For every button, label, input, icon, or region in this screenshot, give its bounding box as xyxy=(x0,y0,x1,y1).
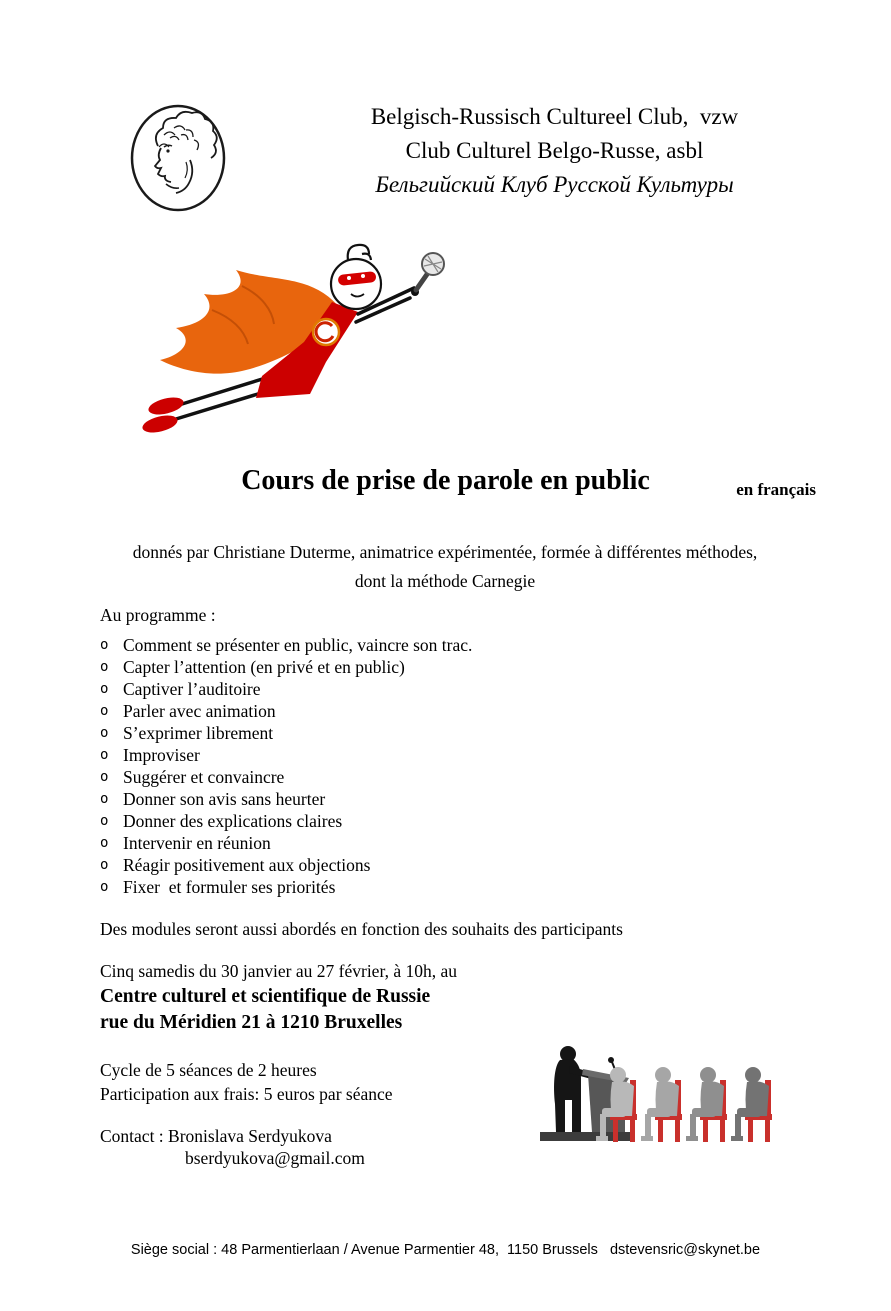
program-item-text: Improviser xyxy=(123,745,200,765)
program-item xyxy=(100,678,472,700)
program-item xyxy=(100,832,472,854)
program-item-text: Fixer et formuler ses priorités xyxy=(123,877,336,897)
bullet-marker: o xyxy=(100,857,109,873)
contact-email: bserdyukova@gmail.com xyxy=(185,1148,365,1168)
program-section xyxy=(100,604,472,898)
footer-address: Siège social : 48 Parmentierlaan / Avenue Parmentier 48, 1150 Brussels dstevensric@skynet.be xyxy=(130,1242,761,1258)
bullet-marker: o xyxy=(100,791,109,807)
venue-address: rue du Méridien 21 à 1210 Bruxelles xyxy=(100,1012,403,1033)
program-item xyxy=(100,722,472,744)
contact-section xyxy=(100,1125,365,1169)
club-logo-pushkin-portrait-icon xyxy=(128,102,228,214)
program-item-text: S’exprimer librement xyxy=(123,723,274,743)
intro-text xyxy=(85,538,805,596)
bullet-marker: o xyxy=(100,835,109,851)
bullet-marker: o xyxy=(100,637,109,653)
bullet-marker: o xyxy=(100,769,109,785)
program-item xyxy=(100,876,472,898)
bullet-marker: o xyxy=(100,879,109,895)
program-item-text: Comment se présenter en public, vaincre son trac. xyxy=(123,635,473,655)
cycle-info: Cycle de 5 séances de 2 heures xyxy=(100,1060,317,1080)
intro-line-1: donnés par Christiane Duterme, animatrice expérimentée, formée à différentes méthodes, xyxy=(132,542,758,562)
venue-name: Centre culturel et scientifique de Russie xyxy=(100,986,431,1007)
fee-info: Participation aux frais: 5 euros par séance xyxy=(100,1084,393,1104)
bullet-marker: o xyxy=(100,725,109,741)
program-item-text: Captiver l’auditoire xyxy=(123,679,261,699)
club-name-dutch: Belgisch-Russisch Cultureel Club, vzw xyxy=(370,104,739,129)
program-item-text: Suggérer et convaincre xyxy=(123,767,285,787)
modules-note: Des modules seront aussi abordés en fonction des souhaits des participants xyxy=(100,919,623,939)
bullet-marker: o xyxy=(100,747,109,763)
schedule-dates: Cinq samedis du 30 janvier au 27 février, à 10h, au xyxy=(100,961,457,981)
bullet-marker: o xyxy=(100,813,109,829)
club-names xyxy=(228,96,881,202)
program-item xyxy=(100,700,472,722)
program-item xyxy=(100,854,472,876)
program-heading: Au programme : xyxy=(100,605,216,625)
program-item xyxy=(100,810,472,832)
club-name-russian: Бельгийский Клуб Русской Культуры xyxy=(375,172,734,197)
program-item xyxy=(100,744,472,766)
speaker-audience-illustration xyxy=(528,1042,803,1146)
program-item-text: Réagir positivement aux objections xyxy=(123,855,371,875)
bullet-marker: o xyxy=(100,703,109,719)
program-item-text: Intervenir en réunion xyxy=(123,833,271,853)
program-item xyxy=(100,788,472,810)
club-name-french: Club Culturel Belgo-Russe, asbl xyxy=(405,138,704,163)
contact-name: Contact : Bronislava Serdyukova xyxy=(100,1126,332,1146)
language-note: en français xyxy=(736,480,816,499)
program-item xyxy=(100,634,472,656)
program-item xyxy=(100,656,472,678)
superwoman-speaker-illustration xyxy=(112,226,447,444)
program-list xyxy=(100,634,472,898)
program-item-text: Donner son avis sans heurter xyxy=(123,789,326,809)
program-item xyxy=(100,766,472,788)
program-item-text: Parler avec animation xyxy=(123,701,276,721)
program-item-text: Donner des explications claires xyxy=(123,811,343,831)
header xyxy=(128,96,881,214)
bullet-marker: o xyxy=(100,659,109,675)
program-item-text: Capter l’attention (en privé et en public) xyxy=(123,657,405,677)
intro-line-2: dont la méthode Carnegie xyxy=(354,571,536,591)
schedule-section xyxy=(100,959,457,1036)
details-section xyxy=(100,1058,393,1106)
page-title: Cours de prise de parole en public xyxy=(241,464,650,496)
bullet-marker: o xyxy=(100,681,109,697)
